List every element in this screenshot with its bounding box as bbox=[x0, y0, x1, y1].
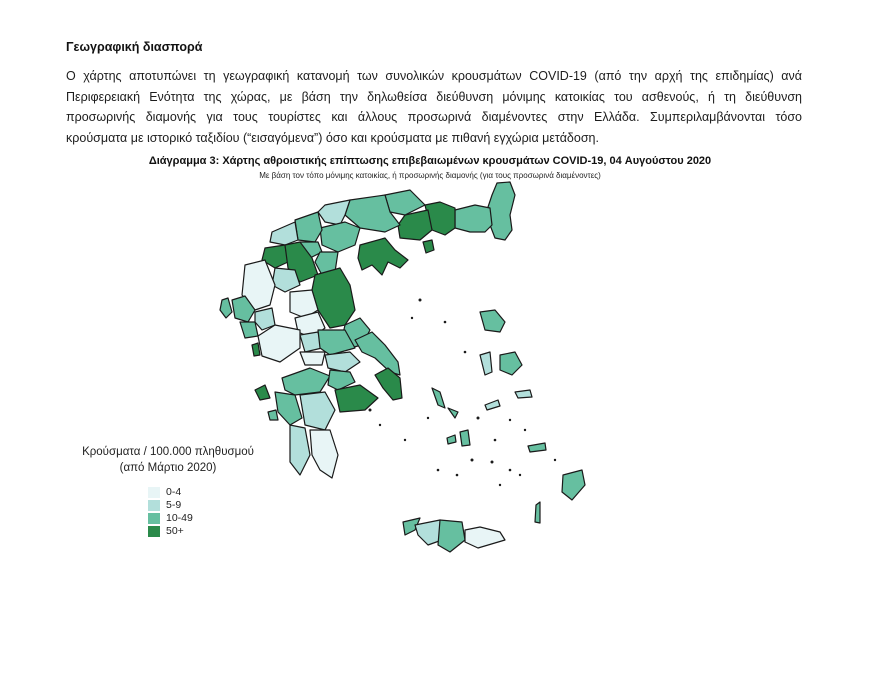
region-evros bbox=[487, 182, 515, 240]
legend-swatch bbox=[148, 487, 160, 498]
region-pella bbox=[295, 212, 322, 242]
figure-title: Διάγραμμα 3: Χάρτης αθροιστικής επίπτωσης επιβεβαιωμένων κρουσμάτων COVID-19, 04 Αυγούστου 2020 bbox=[148, 155, 712, 167]
region-chios bbox=[480, 352, 492, 375]
map-legend bbox=[78, 444, 258, 538]
figure-subtitle: Με βάση τον τόπο μόνιμης κατοικίας, ή προσωρινής διαμονής (για τους προσωρινά διαμένοντες) bbox=[259, 171, 601, 180]
legend-title bbox=[78, 444, 258, 476]
legend-item-50-plus bbox=[148, 525, 258, 537]
paragraph-line: Ο χάρτης αποτυπώνει τη γεωγραφική κατανομή των συνολικών κρουσμάτων COVID-19 (από την αρχή της επιδημίας) ανά bbox=[66, 69, 802, 83]
region-ikaria bbox=[485, 400, 500, 410]
region-chalkidiki bbox=[358, 238, 408, 275]
region-argolida bbox=[335, 385, 378, 412]
legend-swatch bbox=[148, 513, 160, 524]
region-rodopi bbox=[455, 205, 492, 232]
legend-label: 50+ bbox=[166, 525, 184, 537]
region-irakleio bbox=[438, 520, 465, 552]
paragraph-line: Περιφερειακή Ενότητα της χώρας, με βάση την δηλωθείσα διεύθυνση μόνιμης κατοικίας του ασθενούς, ή τη διεύθυνση bbox=[66, 89, 802, 104]
paragraph-line: προσωρινής διαμονής για τους τουρίστες και άλλους προσωρινά διαμένοντες στην Ελλάδα. Συμπεριλαμβάνονται τόσο bbox=[66, 110, 802, 124]
region-voiotia bbox=[325, 352, 360, 372]
section-title: Γεωγραφική διασπορά bbox=[66, 40, 203, 54]
region-fokida bbox=[300, 352, 325, 365]
region-evia bbox=[355, 332, 400, 375]
region-ilia bbox=[275, 392, 302, 425]
region-lakonia bbox=[310, 430, 338, 478]
region-messinia bbox=[290, 425, 310, 475]
region-preveza bbox=[240, 322, 258, 338]
region-limnos bbox=[480, 310, 505, 332]
legend-label: 10-49 bbox=[166, 512, 193, 524]
legend-item-10-49 bbox=[148, 512, 258, 524]
region-drama bbox=[385, 190, 425, 215]
region-tinos bbox=[448, 408, 458, 418]
region-achaia bbox=[282, 368, 330, 395]
legend-item-5-9 bbox=[148, 499, 258, 511]
region-florina bbox=[270, 222, 298, 245]
region-naxos bbox=[460, 430, 470, 446]
legend-title-line1: Κρούσματα / 100.000 πληθυσμού bbox=[82, 446, 254, 458]
region-lefkada bbox=[252, 343, 260, 356]
region-kilkis bbox=[318, 200, 350, 225]
region-kefalonia bbox=[255, 385, 270, 400]
region-zakynthos bbox=[268, 410, 278, 420]
paragraph-line: κρούσματα με ιστορικό ταξιδίου (“εισαγόμενα”) όσο και κρούσματα με πιθανή εγχώρια μετάδοση. bbox=[66, 130, 599, 145]
region-grevena bbox=[272, 268, 300, 292]
region-rodos bbox=[562, 470, 585, 500]
region-thasos bbox=[423, 240, 434, 253]
region-samos bbox=[515, 390, 532, 398]
legend-swatch bbox=[148, 526, 160, 537]
region-paros bbox=[447, 435, 456, 444]
region-thessaloniki bbox=[320, 222, 360, 252]
region-kerkyra bbox=[220, 298, 232, 318]
region-karpathos bbox=[535, 502, 540, 523]
legend-item-0-4 bbox=[148, 486, 258, 498]
region-andros bbox=[432, 388, 445, 408]
legend-swatch bbox=[148, 500, 160, 511]
region-aitoloakarnania bbox=[258, 325, 300, 362]
region-lesvos bbox=[500, 352, 522, 375]
region-kos bbox=[528, 443, 546, 452]
region-lasithi bbox=[465, 527, 505, 548]
legend-label: 5-9 bbox=[166, 499, 182, 511]
legend-label: 0-4 bbox=[166, 486, 182, 498]
legend-title-line2: (από Μάρτιο 2020) bbox=[119, 462, 217, 474]
region-arkadia bbox=[300, 392, 335, 430]
